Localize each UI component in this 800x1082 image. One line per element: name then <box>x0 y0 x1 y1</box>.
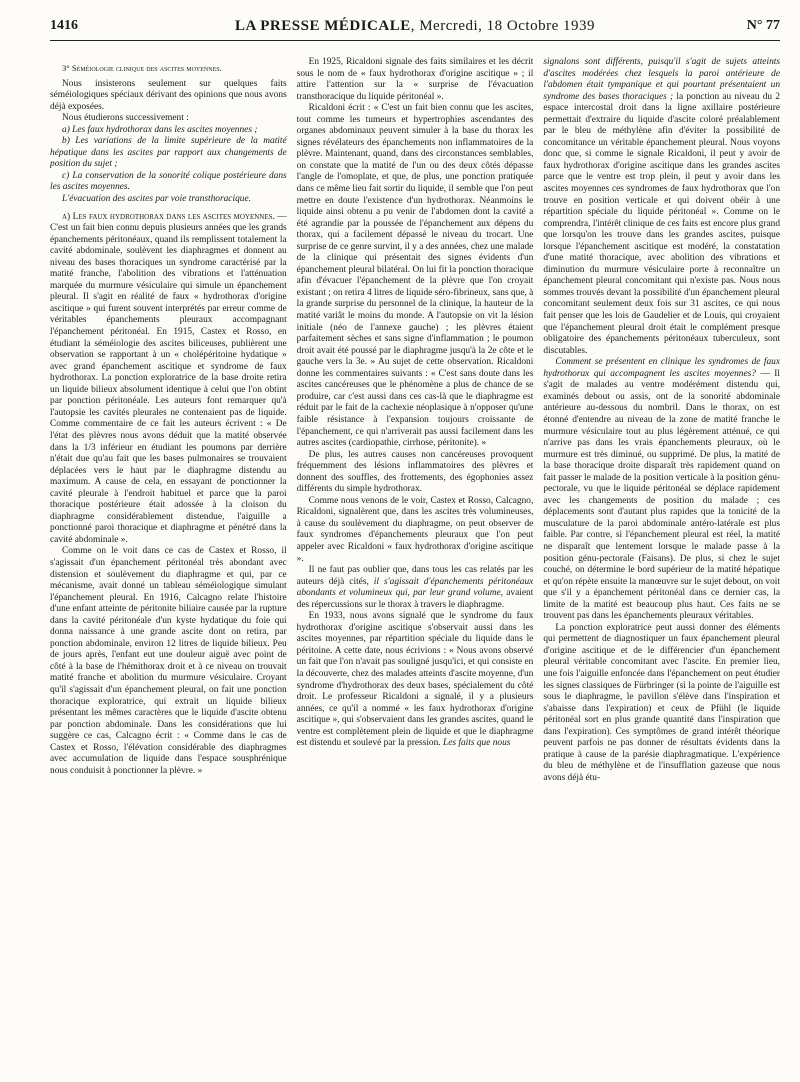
paragraph <box>297 611 534 750</box>
page <box>50 18 780 1068</box>
paragraph <box>543 57 780 357</box>
list-item: c) La conservation de la sonorité colique postérieure dans les ascites moyennes. <box>50 170 287 193</box>
emphasis-text: il s'agissait d'épanchements péritonéaux abondants et volumineux qui, par leur grand volume, <box>296 576 534 599</box>
list-item: a) Les faux hydrothorax dans les ascites moyennes ; <box>62 124 258 135</box>
article-body <box>50 57 780 1062</box>
page-number: 1416 <box>50 18 78 33</box>
paragraph-text: la ponction au niveau du 2 espace intercostal droit dans la ligne axillaire postérieure permettait d'extraire du liquide d'ascite coloré préalablement par le bleu de méthylène afin d'éviter la possibilité de concomitance un véritable épanchement pleural. Nous voyons donc que, si comme le signale Ricaldoni, il peut y avoir de faux hydrothorax d'origine ascitique dans les grandes ascites parce que le ventre est trop plein, il peut y avoir dans les ascites moyennes ces syndromes de faux hydrothorax que l'on trouve en position verticale et qui doivent obéir à une répartition spéciale du liquide péritonéal ». Comme on le comprendra, l'intérêt clinique de ces faits est encore plus grand que lorsqu'on les trouve dans les grandes ascites, puisque lorsque l'épanchement ascitique est modéré, la constatation d'une matité thoracique, avec abolition des vibrations et diminution du murmure vésiculaire porte à reconnaître un épanchement pleural concomitant qui n'existe pas. Nous nous sommes trouvés devant la possibilité d'un épanchement pleural concomitant seulement deux fois sur 31 ascites, ce qui nous fait penser que les lois de Gaudelier et de Louis, qui croyaient que l'épanchement pleural droit était le complément presque obligatoire des épanchements péritonéaux tuberculeux, sont discutables. <box>543 91 781 356</box>
column-1 <box>50 57 287 1062</box>
column-3 <box>543 57 780 1062</box>
paragraph: Nous étudierons successivement : <box>62 113 189 124</box>
paragraph: Ricaldoni écrit : « C'est un fait bien connu que les ascites, tout comme les tumeurs et hypertrophies ascendantes des organes abdominaux peuvent simuler à la base du thorax les signes révélateurs des épanchements non inflammatoires de la plèvre. Maintenant, quand, dans des circonstances semblables, on constate que la matité de l'un ou des deux côtés dépasse l'angle de l'omoplate, et que, de plus, une ponction pratiquée dans ce même lieu fait sortir du liquide, il semble que l'on peut mettre en doute l'existence d'un hydrothorax. Néanmoins le liquide ainsi obtenu a pu venir de l'abdomen dont la cavité a été agrandie par la poussée de l'épanchement aux dépens du thorax, qui a facilement dépassé le niveau du trocart. Une surprise de ce genre survint, il y a des années, chez une malade de la clinique qui présentait des signes évidents d'un épanchement pleural bilatéral. On lui fit la ponction thoracique afin d'évacuer l'épanchement de la plèvre que l'on croyait existant ; on retira 4 litres de liquide séro-fibrineux, sans que, à la grande surprise du personnel de la clinique, la hauteur de la matité variât le moins du monde. A l'autopsie on vit la lésion initiale (néo de l'annexe gauche) ; les plèvres étaient parfaitement sèches et sans signe d'inflammation ; le poumon droit avait été poussé par le diaphragme jusqu'à la 2e côte et le gauche vers la 3e. » Au sujet de cette observation. Ricaldoni donne les commentaires suivants : « C'est sans doute dans les ascites cancéreuses que le phénomène a plus de chance de se produire, car c'est aussi dans ces cas-là que le diaphragme est réduit par le fait de la cachexie néoplasique à n'opposer qu'une faible résistance à l'expansion toujours croissante de l'épanchement, ce qui n'arriverait pas aussi facilement dans les autres ascites (cardiopathie, cirrhose, péritonite). » <box>296 103 534 449</box>
paragraph <box>543 357 780 623</box>
emphasis-text: Les faits que nous <box>443 738 511 749</box>
paragraph: Nous insisterons seulement sur quelques faits séméiologiques spéciaux dérivant des opinions que nous avons déjà exposées. <box>50 78 287 112</box>
page-header <box>50 18 780 41</box>
paragraph <box>50 212 287 547</box>
list-item: L'évacuation des ascites par voie transthoracique. <box>62 194 251 205</box>
paragraph: La ponction exploratrice peut aussi donner des éléments qui permettent de diagnostiquer un faux épanchement pleural d'origine ascitique et de le différencier d'un épanchement pleural véritable concomitant avec l'ascite. En premier lieu, une fois l'aiguille enfoncée dans l'épanchement on peut étudier les signes classiques de Fürbringer (si la pointe de l'aiguille est sous le diaphragme, le pavillon s'élève dans l'inspiration et s'abaisse dans l'expiration) et ceux de Pfühl (le liquide péritonéal sort en plus grande quantité dans l'inspiration que dans l'expiration). Ces symptômes de grand intérêt théorique peuvent parfois ne pas donner de résultats évidents dans la pratique à cause de la parésie diaphragmatique. L'expérience du bleu de méthylène et de l'insufflation gazeuse que nous avons déjà étu- <box>543 622 781 783</box>
journal-title: LA PRESSE MÉDICALE <box>235 18 411 34</box>
paragraph-text: avaient des répercussions sur le thorax à travers le diaphragme. <box>296 588 534 610</box>
emphasis-text: Comment se présentent en clinique les syndromes de faux hydrothorax qui accompagnent les ascites moyennes? <box>543 357 781 379</box>
paragraph-text: — C'est un fait bien connu depuis plusieurs années que les grands épanchements péritonéaux, quand ils remplissent totalement la cavité abdominale, soulèvent les diaphragmes et donnent au niveau des bases thoraciques un syndrome caractérisé par la matité franche, l'abolition des vibrations et l'atténuation marquée du murmure vésiculaire qui simule un épanchement pleural. Il s'agit en réalité de faux « hydrothorax d'origine ascitique » qui furent souvent interprétés par erreur comme de véritables épanchements pleuraux accompagnant l'épanchement péritonéal. En 1915, Castex et Rosso, en étudiant la séméiologie des ascites biliceuses, publièrent une observation se rapportant à un « cholépéritoine hydatique » avec grand épanchement ascitique et syndrome de faux hydrothorax. La ponction exploratrice de la base droite retira un liquide bilieux absolument identique à celui que l'on obtint par ponction péritonéale. Les auteurs font remarquer qu'à l'autopsie les cavités pleurales ne contenaient pas de liquide. Comme commentaire de ce fait les auteurs écrivent : « De l'état des plèvres nous avons déduit que la matité observée dans la 1/3 inférieur en étudiant les poumons par derrière n'était due qu'au fait que les bases pulmonaires se trouvaient déplacées vers le haut par le diaphragme distendu au maximum. A cause de cela, en essayant de ponctionner la cavité pleurale à l'endroit habituel et parce que la paroi thoracique postérieure était adossée à la cloison du diaphragme considérablement distendue, l'aiguille a ponctionné paroi thoracique et diaphragme et pénétré dans la cavité abdominale ». <box>50 211 287 545</box>
journal-header <box>50 18 780 35</box>
list-item: b) Les variations de la limite supérieure de la matité hépatique dans les ascites par rapport aux changements de position du sujet ; <box>50 136 287 170</box>
section-heading: 3° Séméiologie clinique des ascites moyennes. <box>62 63 222 73</box>
paragraph-text: — Il s'agit de malades au ventre modérément distendu qui, examinés debout ou assis, ont de la sonorité abdominale antérieure au-dessous du nombril. Dans le thorax, on est étonné d'entendre au niveau de la zone de matité franche le murmure vésiculaire tout au plus légèrement atténué, ce qui n'arrive pas dans les vrais épanchements pleuraux, où le murmure est très diminué, ou supprimé. De plus, la matité de la base thoracique droite disparaît très rapidement quand on fait passer le malade de la position verticale à la position génu-pectorale, vu que le liquide péritonéal se déplace rapidement avec les changements de position du malade ; ces déplacements sont d'autant plus rapides que la tonicité de la musculature de la paroi abdominale antéro-latérale est plus faible. Par contre, si l'épanchement pleural est réel, la matité ne disparaît que lentement lorsque le malade passe à la position génu-pectorale (Faisans). De plus, si chez le sujet couché, on détermine le bord supérieur de la matité hépatique et qu'on répète ensuite la manœuvre sur le sujet debout, on voit que s'il y a épanchement péritonéal dans ce dernier cas, la limite de la matité est beaucoup plus haut. Ces faits ne se trouvent pas dans les épanchements pleuraux véritables. <box>543 368 781 622</box>
paragraph-text: Il ne faut pas oublier que, dans tous les cas relatés par les auteurs déjà cités, <box>296 565 534 587</box>
column-2 <box>297 57 534 1062</box>
paragraph: Comme nous venons de le voir, Castex et Rosso, Calcagno, Ricaldoni, signalèrent que, dans les ascites très volumineuses, à cause du soulèvement du diaphragme, on peut observer de faux syndromes d'épanchements pleuraux que l'on peut appeler avec Ricaldoni « faux hydrothorax d'origine ascitique ». <box>296 495 534 564</box>
paragraph: Comme on le voit dans ce cas de Castex et Rosso, il s'agissait d'un épanchement péritonéal très abondant avec distension et soulèvement du diaphragme et qui, par ce mécanisme, avait donné un tableau séméiologique simulant l'épanchement pleural. En 1916, Calcagno relate l'histoire d'une enfant atteinte de péritonite biliaire causée par la rupture dans la cavité péritonéale d'un kyste hydatique du foie qui donna naissance à une grande ascite dont on retira, par ponction abdominale, environ 12 litres de liquide bilieux. Peu de jours après, l'enfant eut une douleur aiguë avec point de côté à la base de l'hémithorax droit et à ce niveau on trouvait matité franche et abolition du murmure vésiculaire. Croyant qu'il s'agissait d'un épanchement pleural, on fait une ponction thoracique exploratrice, qui extrait un liquide bilieux présentant les mêmes caractères que le liquide d'ascite obtenu par ponction abdominale. Dans les considérations que lui suggère ce cas, Calcagno écrit : « Comme dans le cas de Castex et Rosso, l'élévation considérable des diaphragmes avec accumulation de liquide dans l'espace sousphrénique nous conduisit à ponctionner la plèvre. » <box>50 546 287 776</box>
paragraph: En 1925, Ricaldoni signale des faits similaires et les décrit sous le nom de « faux hydrothorax d'origine ascitique » ; il attire l'attention sur la « surprise de l'évacuation transthoracique du liquide péritonéal ». <box>296 57 534 102</box>
paragraph <box>297 565 534 611</box>
issue-number: N° 77 <box>746 18 780 33</box>
subsection-heading: a) Les faux hydrothorax dans les ascites moyennes. <box>62 211 275 222</box>
paragraph-text: En 1933, nous avons signalé que le syndrome du faux hydrothorax d'origine ascitique s'observait aussi dans les ascites moyennes, par répartition spéciale du liquide dans le péritoine. A cette date, nous écrivions : « Nous avons observé un fait que l'on n'avait pas souligné jusqu'ici, et qui consiste en la découverte, chez des malades atteints d'ascite moyenne, d'un syndrome d'hydrothorax des deux bases, spécialement du côté droit. Le professeur Ricaldoni a signalé, il y a plusieurs années, ce qu'il a nommé « les faux hydrothorax d'origine ascitique », qui s'observaient dans les grandes ascites, quand le ventre est complètement plein de liquide et que le diaphragme est distendu et soulevé par la pression. <box>296 611 534 749</box>
paragraph: De plus, les autres causes non cancéreuses provoquent fréquemment des lésions inflammatoires des plèvres et donnent des souffles, des frottements, des égophonies assez différents du simple hydrothorax. <box>296 449 534 495</box>
emphasis-text: signalons sont différents, puisqu'il s'agit de sujets atteints d'ascites modérées chez lesquels la paroi antérieure de l'abdomen était tympanique et qui pourtant présentaient un syndrome des bases thoraciques ; <box>543 57 781 102</box>
issue-date: , Mercredi, 18 Octobre 1939 <box>410 18 595 34</box>
